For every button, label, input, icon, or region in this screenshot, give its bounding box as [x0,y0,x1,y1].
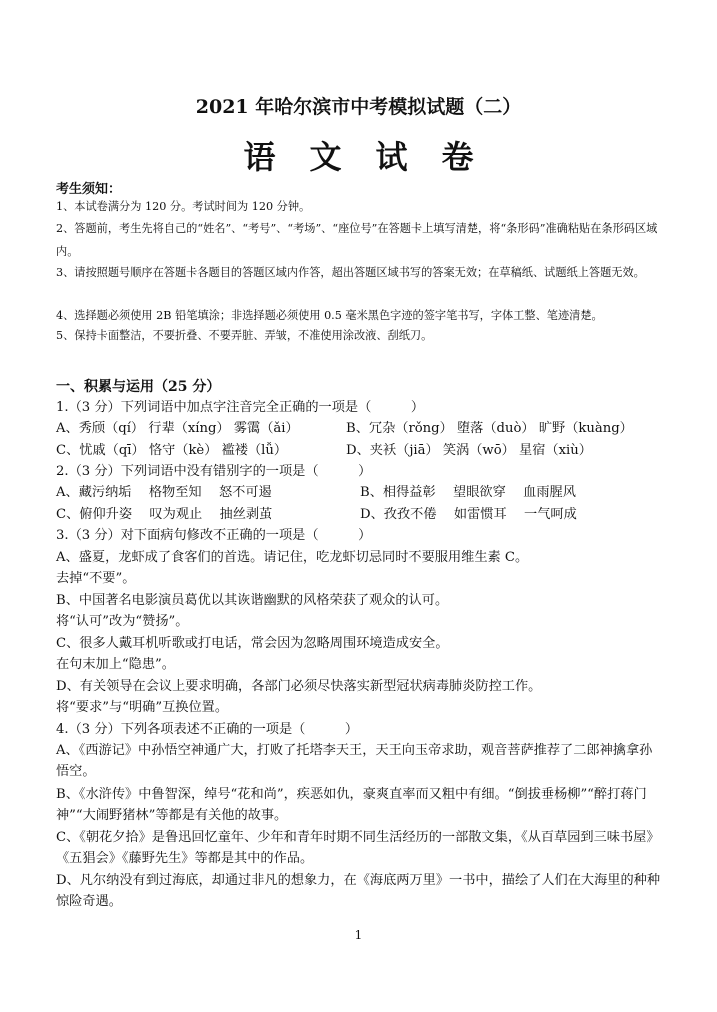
notice-item: 1、本试卷满分为 120 分。考试时间为 120 分钟。 [56,200,311,213]
option-d: D、孜孜不倦 如雷惯耳 一气呵成 [360,507,577,522]
page-number: 1 [354,928,363,942]
question-line: A、盛夏，龙虾成了食客们的首选。请记住，吃龙虾切忌同时不要服用维生素 C。 [56,550,529,565]
option-d: D、凡尔纳没有到过海底，却通过非凡的想象力，在《海底两万里》一书中，描绘了人们在大海里的种种惊险奇遇。 [56,873,661,910]
option-a: A、《西游记》中孙悟空神通广大，打败了托塔李天王，天王向玉帝求助，观音菩萨推荐了二郎神擒拿孙悟空。 [56,743,653,780]
question-line: 将“要求”与“明确”互换位置。 [56,700,229,715]
question-line: 去掉“不要”。 [56,571,136,586]
question-stem: 2.（3 分）下列词语中没有错别字的一项是（ ） [56,464,372,479]
notice-item: 5、保持卡面整洁，不要折叠、不要弄脏、弄皱，不准使用涂改液、刮纸刀。 [56,329,433,342]
notice-item: 4、选择题必须使用 2B 铅笔填涂；非选择题必须使用 0.5 毫米黑色字迹的签字笔书写，字体工整、笔迹清楚。 [56,309,603,322]
option-c: C、忧戚（qī） 恪守（kè） 褴褛（lǚ） [56,443,288,458]
question-line: C、很多人戴耳机听歌或打电话，常会因为忽略周围环境造成安全。 [56,636,449,651]
question-stem: 3.（3 分）对下面病句修改不正确的一项是（ ） [56,528,372,543]
question-line: 将“认可”改为“赞扬”。 [56,614,189,629]
exam-subtitle: 语文试卷 [243,138,508,176]
option-row [56,418,664,439]
option-b: B、冗杂（rǒng） 堕落（duò） 旷野（kuàng） [346,421,633,436]
section-heading: 一、积累与运用（25 分） [56,379,221,395]
option-d: D、夹袄（jiā） 笑涡（wō） 星宿（xiù） [346,443,592,458]
option-b: B、相得益彰 望眼欲穿 血雨腥风 [360,485,576,500]
question-stem: 4.（3 分）下列各项表述不正确的一项是（ ） [56,722,359,737]
option-b: B、《水浒传》中鲁智深，绰号“花和尚”，疾恶如仇，豪爽直率而又粗中有细。“倒拔垂杨柳”“醉打蒋门神”“大闹野猪林”等都是有关他的故事。 [56,787,647,824]
question-line: B、中国著名电影演员葛优以其诙谐幽默的风格荣获了观众的认可。 [56,593,449,608]
exam-title: 2021 年哈尔滨市中考模拟试题（二） [195,96,522,118]
notice-item: 3、请按照题号顺序在答题卡各题目的答题区域内作答，超出答题区域书写的答案无效；在草稿纸、试题纸上答题无效。 [56,266,645,279]
notice-item: 2、答题前，考生先将自己的“姓名”、“考号”、“考场”、“座位号”在答题卡上填写清楚，将“条形码”准确粘贴在条形码区域内。 [56,222,658,258]
option-row [56,482,664,503]
question-line: 在句末加上“隐患”。 [56,657,175,672]
question-line: D、有关领导在会议上要求明确，各部门必须尽快落实新型冠状病毒肺炎防控工作。 [56,679,542,694]
option-row [56,440,664,461]
notice-heading: 考生须知： [56,182,122,197]
option-a: A、藏污纳垢 格物至知 怒不可遏 [56,485,272,500]
option-c: C、《朝花夕拾》是鲁迅回忆童年、少年和青年时期不同生活经历的一部散文集，《从百草园到三味书屋》《五猖会》《藤野先生》等都是其中的作品。 [56,830,660,867]
option-row [56,504,664,525]
option-a: A、秀颀（qí） 行辈（xíng） 雾霭（ǎi） [56,421,299,436]
option-c: C、俯仰升姿 叹为观止 抽丝剥茧 [56,507,273,522]
question-stem: 1.（3 分）下列词语中加点字注音完全正确的一项是（ ） [56,400,425,415]
